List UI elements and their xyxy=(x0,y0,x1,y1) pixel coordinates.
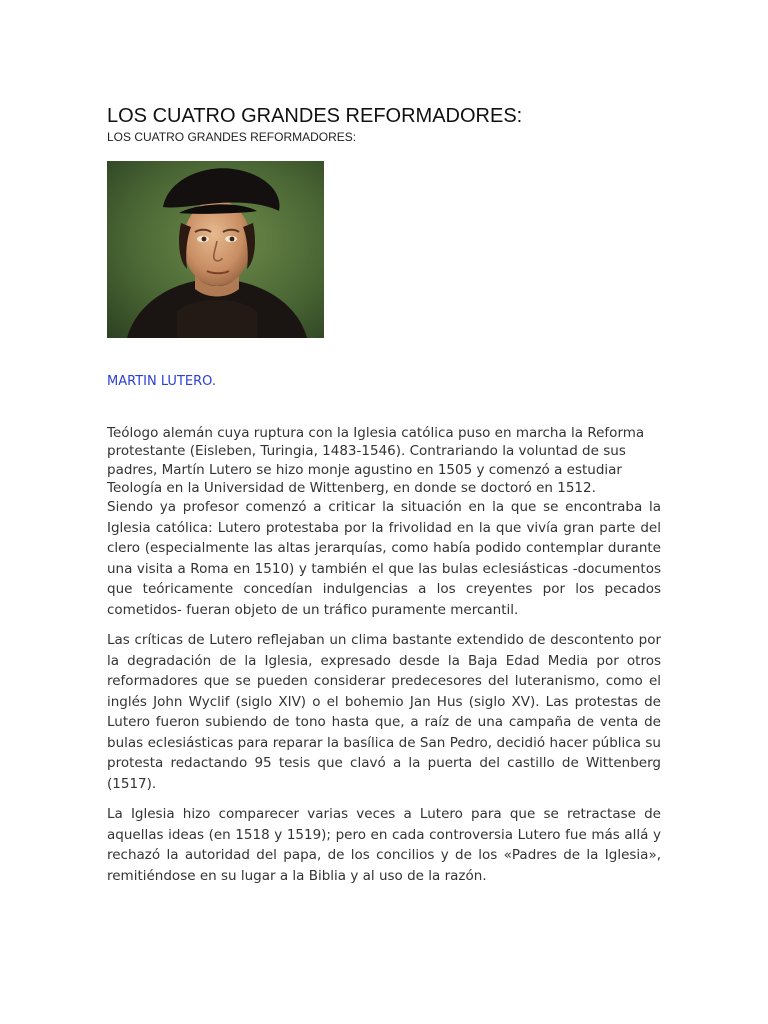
page-title: LOS CUATRO GRANDES REFORMADORES: xyxy=(107,105,523,127)
paragraph: Siendo ya profesor comenzó a criticar la situación en la que se encontraba la Iglesia católica: Lutero protestaba por la frivolidad en la que vivía gran parte del clero (especialmente las altas jerarquías, como había podido contemplar durante una visita a Roma en 1510) y también el que las bulas eclesiásticas -documentos que teóricamente concedían indulgencias a los creyentes por los pecados cometidos- fueran objeto de un tráfico puramente mercantil. xyxy=(107,499,661,618)
paragraph: La Iglesia hizo comparecer varias veces a Lutero para que se retractase de aquellas ideas (en 1518 y 1519); pero en cada controversia Lutero fue más allá y rechazó la autoridad del papa, de los concilios y de los «Padres de la Iglesia», remitiéndose en su lugar a la Biblia y al uso de la razón. xyxy=(107,806,661,884)
paragraph: Teólogo alemán cuya ruptura con la Iglesia católica puso en marcha la Reforma protestante (Eisleben, Turingia, 1483-1546). Contrariando la voluntad de sus padres, Martín Lutero se hizo monje agustino en 1505 y comenzó a estudiar Teología en la Universidad de Wittenberg, en donde se doctoró en 1512. xyxy=(107,425,645,496)
page-subtitle: LOS CUATRO GRANDES REFORMADORES: xyxy=(107,130,357,144)
document-page xyxy=(107,104,661,884)
martin-luther-portrait-icon xyxy=(107,161,324,338)
paragraph: Las críticas de Lutero reflejaban un clima bastante extendido de descontento por la degradación de la Iglesia, expresado desde la Baja Edad Media por otros reformadores que se pueden considerar predecesores del luteranismo, como el inglés John Wyclif (siglo XIV) o el bohemio Jan Hus (siglo XV). Las protestas de Lutero fueron subiendo de tono hasta que, a raíz de una campaña de venta de bulas eclesiásticas para reparar la basílica de San Pedro, decidió hacer pública su protesta redactando 95 tesis que clavó a la puerta del castillo de Wittenberg (1517). xyxy=(107,632,661,792)
body-text xyxy=(107,424,661,896)
section-heading-martin-lutero: MARTIN LUTERO. xyxy=(107,374,216,389)
